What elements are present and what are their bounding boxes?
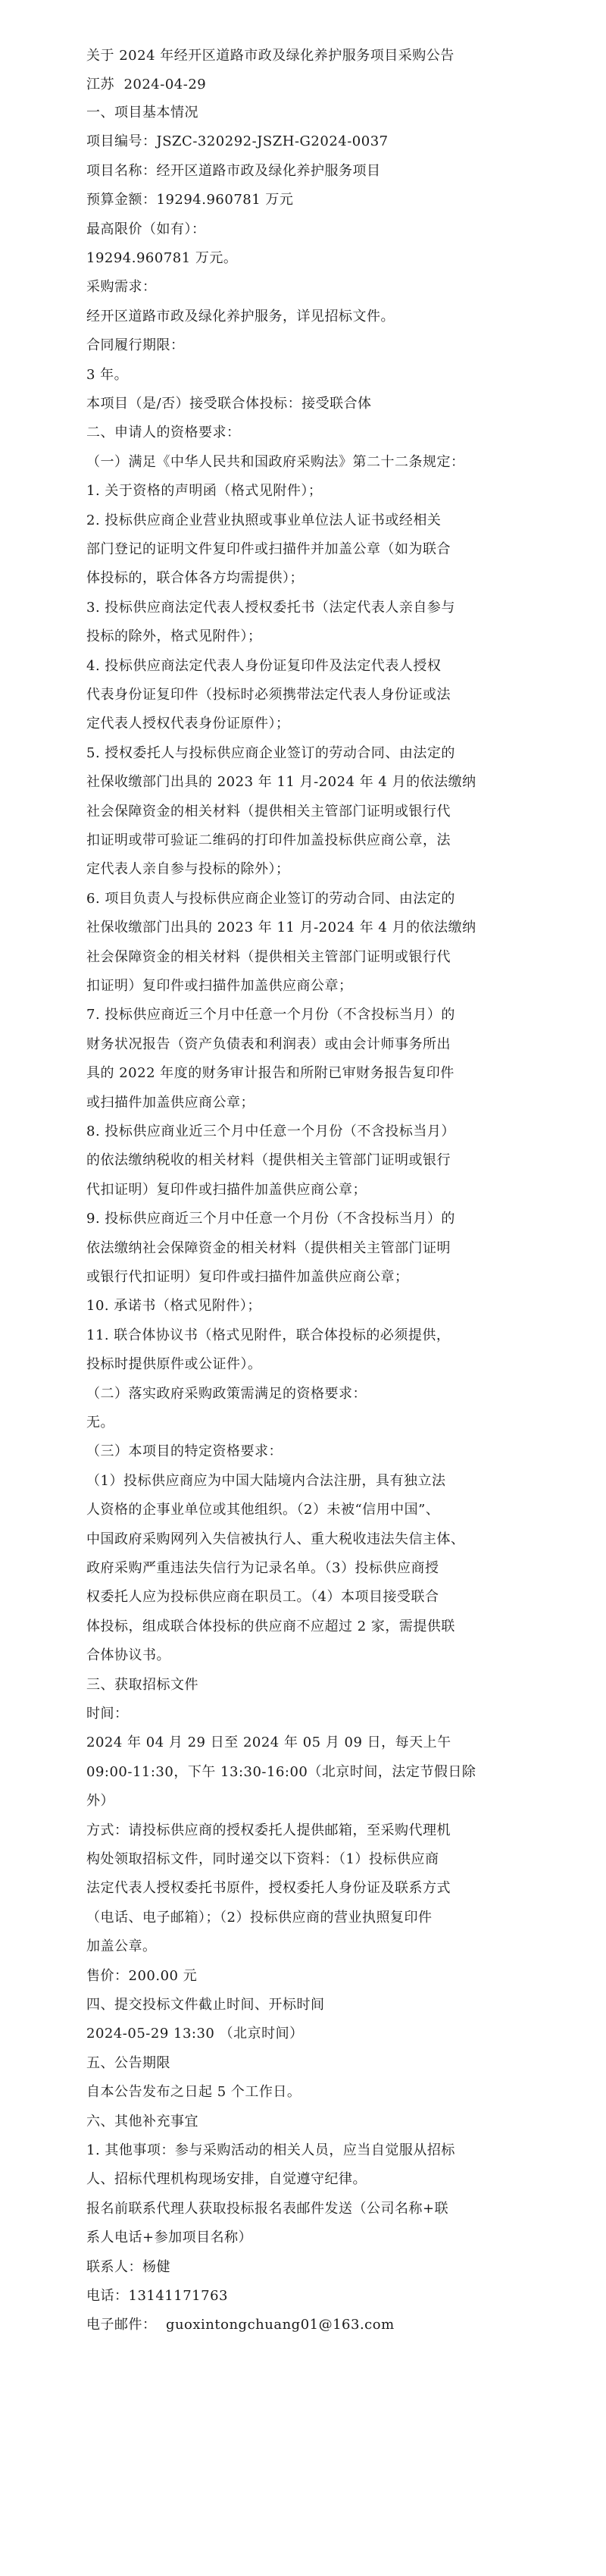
text-line: 或银行代扣证明）复印件或扫描件加盖供应商公章；: [86, 1269, 409, 1285]
text-line: （1）投标供应商应为中国大陆境内合法注册，具有独立法: [86, 1473, 446, 1489]
subsection-heading: （三）本项目的特定资格要求：: [86, 1443, 283, 1459]
text-line: 或扫描件加盖供应商公章；: [86, 1095, 255, 1111]
text-line: 8. 投标供应商业近三个月中任意一个月份（不含投标当月）: [86, 1123, 455, 1139]
project-number: 项目编号：JSZC-320292-JSZH-G2024-0037: [86, 133, 389, 149]
text-line: 1. 其他事项：参与采购活动的相关人员，应当自觉服从招标: [86, 2142, 455, 2158]
contact-phone: 电话：13141171763: [86, 2288, 228, 2304]
consortium-statement: 本项目（是/否）接受联合体投标：接受联合体: [86, 396, 372, 412]
text-line: 法定代表人授权委托书原件，授权委托人身份证及联系方式: [86, 1880, 451, 1896]
contact-person: 联系人：杨健: [86, 2259, 170, 2275]
text-line: 扣证明或带可验证二维码的打印件加盖投标供应商公章，法: [86, 832, 451, 848]
text-line: 体投标的，联合体各方均需提供）；: [86, 570, 304, 586]
text-line: 1. 关于资格的声明函（格式见附件）；: [86, 483, 323, 499]
text-line: 11. 联合体协议书（格式见附件，联合体投标的必须提供，: [86, 1327, 451, 1343]
text-line: 定代表人亲自参与投标的除外）；: [86, 861, 290, 877]
text-line: 报名前联系代理人获取投标报名表邮件发送（公司名称+联: [86, 2201, 449, 2217]
text-line: 2024-05-29 13:30 （北京时间）: [86, 2026, 304, 2042]
text-line: 外）: [86, 1793, 114, 1809]
notice-title: 关于 2024 年经开区道路市政及绿化养护服务项目采购公告: [86, 48, 454, 64]
max-price-label: 最高限价（如有）：: [86, 221, 206, 237]
section-heading: 四、提交投标文件截止时间、开标时间: [86, 1997, 325, 2013]
text-line: 投标时提供原件或公证件）。: [86, 1356, 262, 1372]
notice-region-date: 江苏 2024-04-29: [86, 77, 207, 92]
subsection-heading: （一）满足《中华人民共和国政府采购法》第二十二条规定：: [86, 454, 465, 470]
text-line: 3. 投标供应商法定代表人授权委托书（法定代表人亲自参与: [86, 600, 455, 616]
text-line: 中国政府采购网列入失信被执行人、重大税收违法失信主体、: [86, 1531, 465, 1547]
text-line: 具的 2022 年度的财务审计报告和所附已审财务报告复印件: [86, 1065, 454, 1081]
text-line: 社会保障资金的相关材料（提供相关主管部门证明或银行代: [86, 804, 451, 819]
text-line: 6. 项目负责人与投标供应商企业签订的劳动合同、由法定的: [86, 891, 455, 907]
text-line: 09:00-11:30，下午 13:30-16:00（北京时间，法定节假日除: [86, 1764, 476, 1780]
text-line: 权委托人应为投标供应商在职员工。（4）本项目接受联合: [86, 1589, 439, 1605]
contact-email: 电子邮件： guoxintongchuang01@163.com: [86, 2317, 395, 2333]
text-line: 10. 承诺书（格式见附件）；: [86, 1298, 261, 1314]
text-line: 代表身份证复印件（投标时必须携带法定代表人身份证或法: [86, 687, 451, 703]
text-line: 社保收缴部门出具的 2023 年 11 月-2024 年 4 月的依法缴纳: [86, 774, 476, 790]
text-line: 部门登记的证明文件复印件或扫描件并加盖公章（如为联合: [86, 541, 451, 557]
section-heading: 三、获取招标文件: [86, 1677, 198, 1693]
text-line: 扣证明）复印件或扫描件加盖供应商公章；: [86, 978, 353, 994]
contract-period-label: 合同履行期限：: [86, 337, 185, 353]
text-line: 的依法缴纳税收的相关材料（提供相关主管部门证明或银行: [86, 1152, 451, 1168]
section-heading: 二、申请人的资格要求：: [86, 425, 241, 440]
requirement-text: 经开区道路市政及绿化养护服务，详见招标文件。: [86, 309, 395, 324]
text-line: 9. 投标供应商近三个月中任意一个月份（不含投标当月）的: [86, 1211, 455, 1227]
contract-period-value: 3 年。: [86, 367, 129, 383]
text-line: 体投标，组成联合体投标的供应商不应超过 2 家，需提供联: [86, 1619, 455, 1634]
text-line: 7. 投标供应商近三个月中任意一个月份（不含投标当月）的: [86, 1007, 455, 1023]
text-line: 政府采购严重违法失信行为记录名单。（3）投标供应商授: [86, 1560, 439, 1576]
text-line: 4. 投标供应商法定代表人身份证复印件及法定代表人授权: [86, 658, 442, 674]
text-line: （电话、电子邮箱）；（2）投标供应商的营业执照复印件: [86, 1910, 433, 1926]
text-line: 无。: [86, 1415, 114, 1431]
text-line: 时间：: [86, 1706, 129, 1722]
text-line: 代扣证明）复印件或扫描件加盖供应商公章；: [86, 1182, 367, 1198]
text-line: 投标的除外，格式见附件）；: [86, 628, 262, 644]
text-line: 人资格的企事业单位或其他组织。（2）未被“信用中国”、: [86, 1502, 440, 1518]
text-line: 2. 投标供应商企业营业执照或事业单位法人证书或经相关: [86, 512, 442, 528]
section-heading: 六、其他补充事宜: [86, 2114, 198, 2129]
text-line: 依法缴纳社会保障资金的相关材料（提供相关主管部门证明: [86, 1240, 451, 1256]
text-line: 构处领取招标文件，同时递交以下资料：（1）投标供应商: [86, 1851, 439, 1867]
text-line: 5. 授权委托人与投标供应商企业签订的劳动合同、由法定的: [86, 745, 455, 761]
text-line: 人、招标代理机构现场安排，自觉遵守纪律。: [86, 2171, 367, 2187]
text-line: 加盖公章。: [86, 1938, 157, 1954]
section-heading: 一、项目基本情况: [86, 105, 198, 121]
text-line: 合体协议书。: [86, 1647, 170, 1663]
text-line: 财务状况报告（资产负债表和利润表）或由会计师事务所出: [86, 1036, 451, 1052]
text-line: 自本公告发布之日起 5 个工作日。: [86, 2084, 301, 2100]
text-line: 方式：请投标供应商的授权委托人提供邮箱，至采购代理机: [86, 1822, 451, 1838]
text-line: 售价：200.00 元: [86, 1968, 198, 1984]
max-price-value: 19294.960781 万元。: [86, 250, 238, 266]
text-line: 社保收缴部门出具的 2023 年 11 月-2024 年 4 月的依法缴纳: [86, 920, 476, 935]
requirement-label: 采购需求：: [86, 279, 157, 295]
section-heading: 五、公告期限: [86, 2055, 170, 2071]
project-name: 项目名称：经开区道路市政及绿化养护服务项目: [86, 163, 381, 179]
budget-amount: 预算金额：19294.960781 万元: [86, 192, 294, 208]
text-line: 系人电话+参加项目名称）: [86, 2230, 253, 2245]
text-line: 定代表人授权代表身份证原件）；: [86, 716, 290, 732]
text-line: 2024 年 04 月 29 日至 2024 年 05 月 09 日，每天上午: [86, 1735, 451, 1750]
subsection-heading: （二）落实政府采购政策需满足的资格要求：: [86, 1386, 367, 1402]
text-line: 社会保障资金的相关材料（提供相关主管部门证明或银行代: [86, 949, 451, 965]
